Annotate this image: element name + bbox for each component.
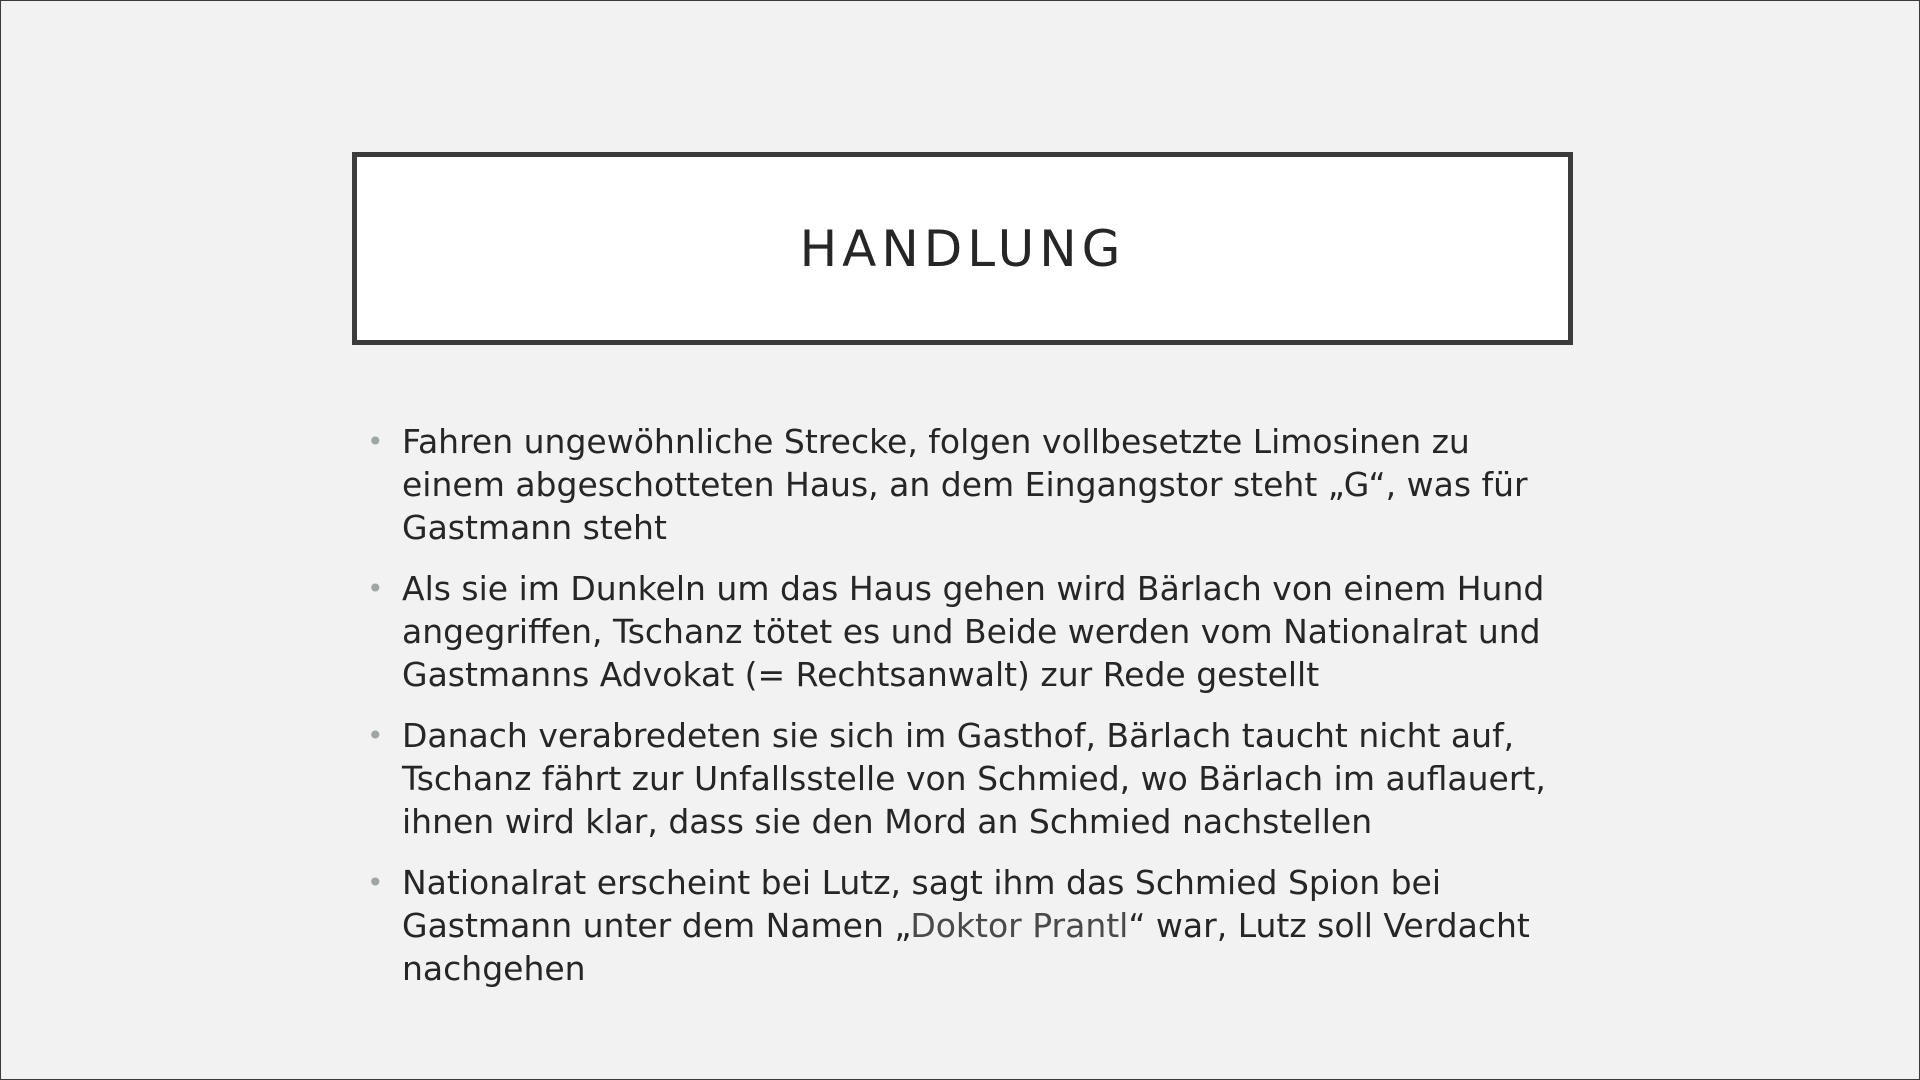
bullet-text-1: Fahren ungewöhnliche Strecke, folgen vollbesetzte Limosinen zu einem abgeschotteten Haus, an dem Eingangstor steht „G“, was für Gastmann steht (402, 422, 1528, 547)
bullet-text-3: Danach verabredeten sie sich im Gasthof, Bärlach taucht nicht auf, Tschanz fährt zur Unfallsstelle von Schmied, wo Bärlach im auflauert, ihnen wird klar, dass sie den Mord an Schmied nachstellen (402, 716, 1546, 841)
bullet-text-4-before: Nationalrat erscheint bei Lutz, sagt ihm das Schmied Spion bei Gastmann unter dem Namen „ (402, 863, 1442, 945)
bullet-text-2: Als sie im Dunkeln um das Haus gehen wird Bärlach von einem Hund angegriffen, Tschanz tötet es und Beide werden vom Nationalrat und Gastmanns Advokat (= Rechtsanwalt) zur Rede gestellt (402, 569, 1545, 694)
bullet-item-4 (360, 861, 1580, 990)
bullet-list (360, 420, 1580, 1008)
title-box (352, 152, 1573, 345)
bullet-item-2 (360, 567, 1580, 696)
bullet-item-1 (360, 420, 1580, 549)
slide-title: HANDLUNG (799, 219, 1126, 278)
bullet-text-4 (402, 863, 1530, 988)
bullet-text-4-after: “ war, Lutz soll Verdacht nachgehen (402, 906, 1530, 988)
bullet-dot-icon: • (367, 572, 384, 605)
bullet-item-3 (360, 714, 1580, 843)
bullet-dot-icon: • (367, 719, 384, 752)
doktor-prantl-link[interactable]: Doktor Prantl (910, 906, 1129, 945)
bullet-dot-icon: • (367, 425, 384, 458)
bullet-dot-icon: • (367, 866, 384, 899)
